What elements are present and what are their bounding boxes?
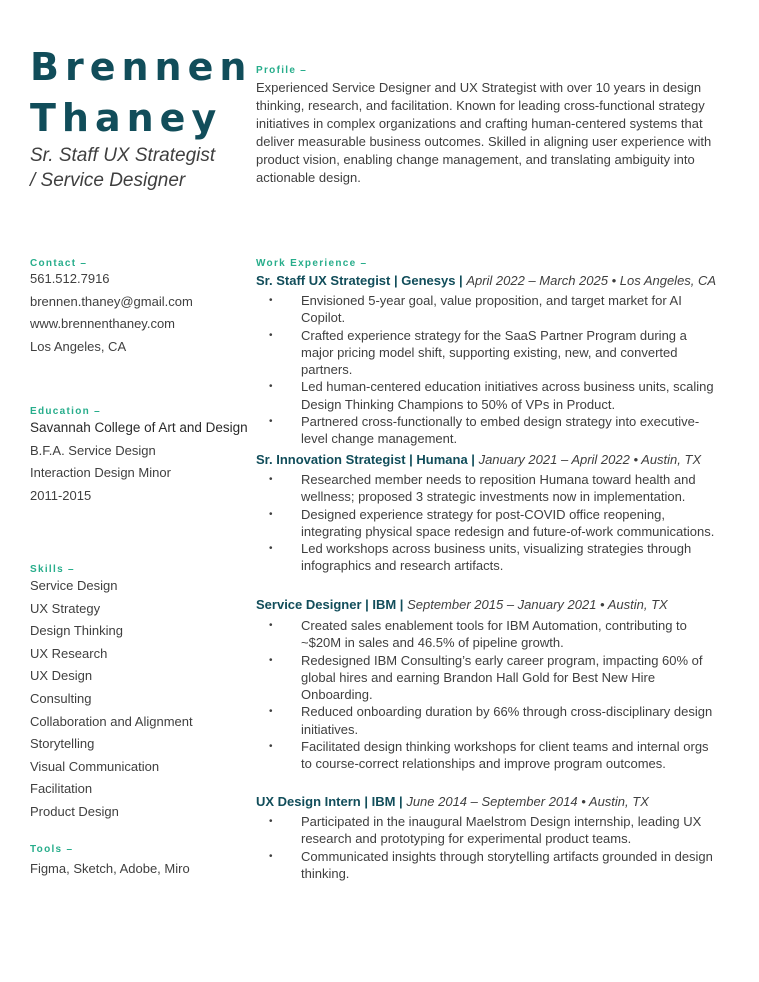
skill-item: Collaboration and Alignment [30, 713, 193, 729]
education-school: Savannah College of Art and Design [30, 420, 248, 435]
title-line-2: / Service Designer [30, 170, 186, 191]
skill-item: UX Design [30, 668, 93, 684]
list-item [256, 848, 716, 883]
list-item [256, 703, 716, 738]
bullet-icon: • [269, 543, 273, 555]
bullet-text: Facilitated design thinking workshops for client teams and internal orgs to course-correct relationships and improve program outcomes. [301, 739, 709, 772]
job-role: Sr. Staff UX Strategist | Genesys | [256, 273, 463, 288]
list-item [256, 540, 716, 575]
contact-label: Contact – [30, 258, 88, 269]
first-name: Brennen [30, 45, 253, 89]
list-item [256, 617, 716, 652]
contact-phone: 561.512.7916 [30, 271, 110, 286]
skills-list [30, 575, 193, 824]
skill-item: Facilitation [30, 781, 93, 797]
job-dates: January 2021 – April 2022 • Austin, TX [478, 452, 702, 467]
skill-item: UX Research [30, 645, 108, 661]
bullet-text: Redesigned IBM Consulting’s early career program, impacting 60% of global hires and earning Brandon Hall Gold for Best New Hire Onboarding. [301, 652, 703, 703]
tools-item: Figma, Sketch, Adobe, Miro [30, 861, 190, 876]
bullet-icon: • [269, 416, 273, 428]
bullet-text: Led human-centered education initiatives across business units, scaling Design Thinking Champions to 50% of VPs in Product. [301, 379, 714, 412]
last-name: Thaney [30, 96, 223, 140]
bullet-icon: • [269, 741, 273, 753]
bullet-text: Envisioned 5-year goal, value proposition, and target market for AI Copilot. [301, 293, 682, 326]
list-item [256, 292, 716, 327]
title-line-1: Sr. Staff UX Strategist [30, 145, 216, 166]
bullet-icon: • [269, 654, 273, 666]
bullet-icon: • [269, 706, 273, 718]
job-role: Sr. Innovation Strategist | Humana | [256, 452, 475, 467]
bullet-icon: • [269, 295, 273, 306]
skill-item: Storytelling [30, 736, 95, 752]
bullet-icon: • [269, 816, 273, 827]
contact-list [30, 268, 193, 358]
profile-label: Profile – [256, 65, 308, 76]
work-experience-label: Work Experience – [256, 258, 368, 269]
education-years: 2011-2015 [30, 487, 92, 503]
skill-item: UX Strategy [30, 600, 101, 616]
bullet-icon: • [269, 381, 273, 393]
candidate-name [30, 42, 252, 144]
list-item [256, 813, 716, 848]
job-dates: June 2014 – September 2014 • Austin, TX [406, 794, 649, 809]
contact-website: www.brennenthaney.com [30, 316, 176, 332]
bullet-text: Crafted experience strategy for the SaaS Partner Program during a major pricing model shift, supporting existing, new, and converted partners. [301, 327, 687, 378]
job-header [256, 596, 668, 614]
education-list [30, 417, 248, 507]
bullet-text: Reduced onboarding duration by 66% through cross-disciplinary design initiatives. [301, 704, 713, 737]
list-item [256, 506, 716, 541]
skill-item: Consulting [30, 690, 92, 706]
bullet-text: Led workshops across business units, visualizing strategies through infographics and research artifacts. [301, 541, 692, 574]
contact-email: brennen.thaney@gmail.com [30, 293, 193, 309]
education-label: Education – [30, 406, 101, 417]
skill-item: Service Design [30, 578, 118, 593]
list-item [256, 327, 716, 379]
education-degree: B.F.A. Service Design [30, 442, 156, 458]
profile-summary: Experienced Service Designer and UX Strategist with over 10 years in design thinking, research, and facilitation. Known for leading cross-functional strategy initiatives in complex organizations and crafting human-centered systems that deliver measurable business outcomes. Skilled in aligning user experience with product vision, enabling change management, and translating ambiguity into actionable design. [256, 80, 712, 185]
job-header [256, 272, 716, 290]
bullet-text: Partnered cross-functionally to embed design strategy into executive-level change management. [301, 414, 700, 447]
tools-list [30, 858, 190, 881]
bullet-icon: • [269, 474, 273, 485]
bullet-icon: • [269, 620, 273, 631]
bullet-text: Researched member needs to reposition Humana toward health and wellness; proposed 3 strategic investments now in implementation. [301, 472, 696, 505]
bullet-text: Communicated insights through storytelling artifacts grounded in design thinking. [301, 848, 713, 881]
candidate-title [30, 143, 245, 193]
skill-item: Design Thinking [30, 623, 123, 639]
bullet-icon: • [269, 329, 273, 341]
job-bullets [256, 292, 716, 448]
job-header [256, 793, 649, 811]
list-item [256, 471, 716, 506]
job-header [256, 451, 701, 469]
bullet-icon: • [269, 508, 273, 520]
job-bullets [256, 617, 716, 773]
job-dates: September 2015 – January 2021 • Austin, TX [407, 597, 668, 612]
bullet-icon: • [269, 850, 273, 862]
bullet-text: Participated in the inaugural Maelstrom Design internship, leading UX research and prototyping for experimental product teams. [301, 814, 702, 847]
job-bullets [256, 471, 716, 575]
skills-label: Skills – [30, 564, 75, 575]
list-item [256, 413, 716, 448]
education-minor: Interaction Design Minor [30, 465, 171, 481]
list-item [256, 652, 716, 704]
job-dates: April 2022 – March 2025 • Los Angeles, CA [466, 273, 717, 288]
job-role: Service Designer | IBM | [256, 597, 404, 612]
job-role: UX Design Intern | IBM | [256, 794, 403, 809]
bullet-text: Designed experience strategy for post-COVID office reopening, integrating physical space redesign and future-of-work communications. [301, 506, 715, 539]
contact-location: Los Angeles, CA [30, 338, 127, 354]
skill-item: Visual Communication [30, 758, 160, 774]
skill-item: Product Design [30, 803, 119, 819]
tools-label: Tools – [30, 844, 74, 855]
list-item [256, 378, 716, 413]
list-item [256, 738, 716, 773]
bullet-text: Created sales enablement tools for IBM Automation, contributing to ~$20M in sales and 46.5% of pipeline growth. [301, 618, 687, 651]
job-bullets [256, 813, 716, 882]
